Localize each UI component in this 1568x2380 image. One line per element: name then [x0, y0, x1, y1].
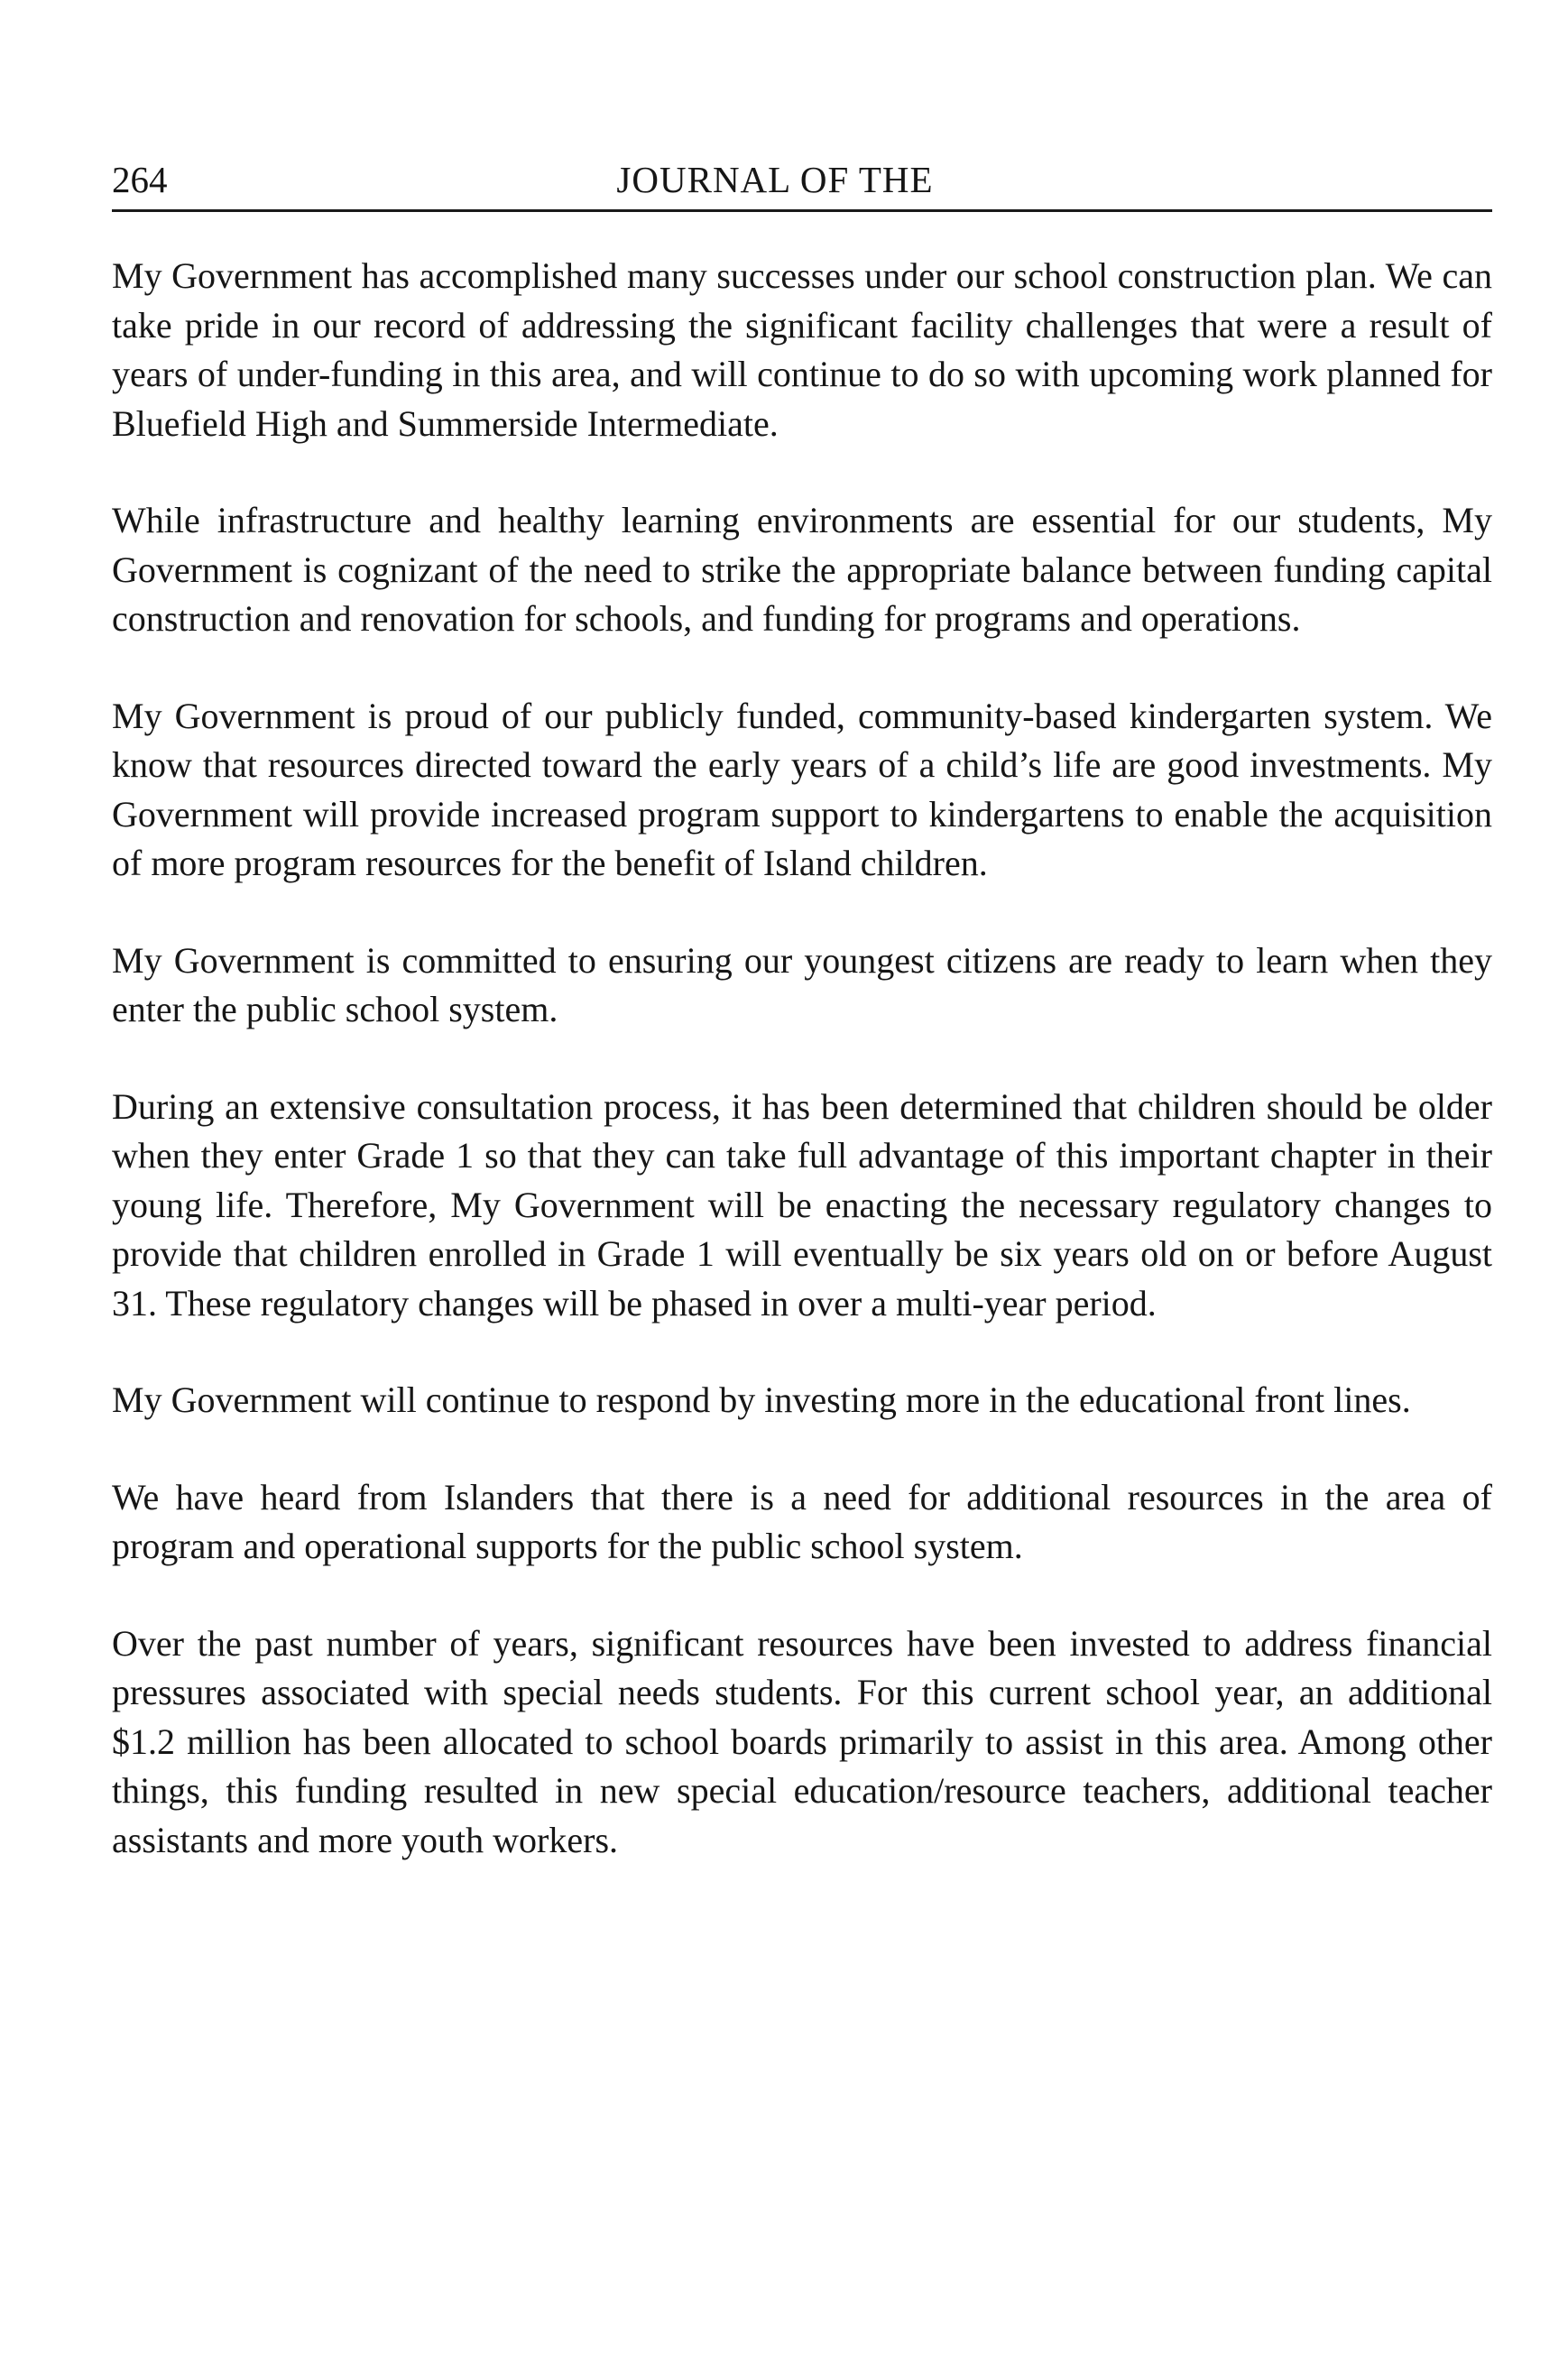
paragraph-islanders-resources: We have heard from Islanders that there is a need for additional resources in the area of program and operational supports for the public school system.	[112, 1476, 1492, 1566]
paragraph-grade-1-age: During an extensive consultation process, it has been determined that children should be older when they enter Grade 1 so that they can take full advantage of this important chapter in their young life. Therefore, My Government will be enacting the necessary regulatory changes to provide that children enrolled in Grade 1 will eventually be six years old on or before August 31. These regulatory changes will be phased in over a multi-year period.	[112, 1085, 1492, 1324]
journal-page	[112, 155, 1492, 1865]
paragraph-school-construction: My Government has accomplished many successes under our school construction plan. We can take pride in our record of addressing the significant facility challenges that were a result of years of under-funding in this area, and will continue to do so with upcoming work planned for Bluefield High and Summerside Intermediate.	[112, 255, 1492, 444]
page-number: 264	[112, 159, 168, 200]
paragraph-funding-balance: While infrastructure and healthy learning environments are essential for our students, My Government is cognizant of the need to strike the appropriate balance between funding capital construction and renovation for schools, and funding for programs and operations.	[112, 500, 1492, 639]
journal-title: JOURNAL OF THE	[616, 159, 934, 200]
paragraph-special-needs: Over the past number of years, significant resources have been invested to address financial pressures associated with special needs students. For this current school year, an additional $1.2 million has been allocated to school boards primarily to assist in this area. Among other things, this funding resulted in new special education/resource teachers, additional teacher assistants and more youth workers.	[112, 1622, 1492, 1860]
paragraph-ready-to-learn: My Government is committed to ensuring our youngest citizens are ready to learn when they enter the public school system.	[112, 939, 1492, 1029]
running-header	[112, 155, 1492, 212]
paragraph-front-lines: My Government will continue to respond by investing more in the educational front lines.	[112, 1379, 1411, 1420]
paragraph-kindergarten: My Government is proud of our publicly funded, community-based kindergarten system. We know that resources directed toward the early years of a child’s life are good investments. My Government will provide increased program support to kindergartens to enable the acquisition of more program resources for the benefit of Island children.	[112, 695, 1492, 883]
body-text	[112, 252, 1492, 1865]
